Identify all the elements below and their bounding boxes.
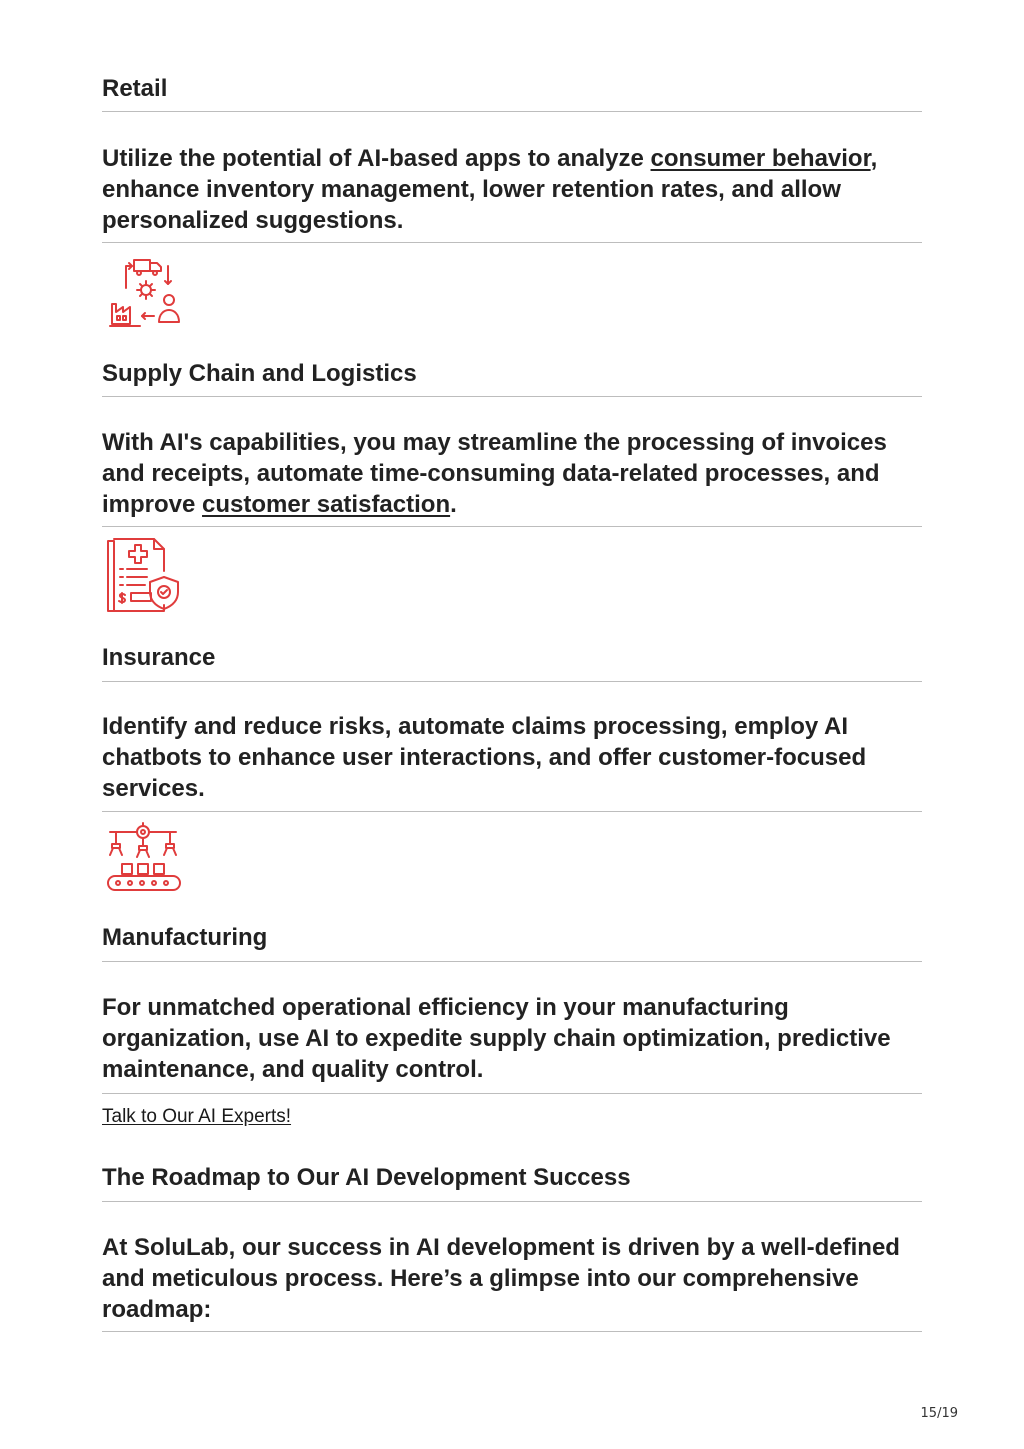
section-body-retail [102,143,922,236]
talk-to-experts-link[interactable]: Talk to Our AI Experts! [102,1106,292,1127]
divider [102,681,922,682]
section-body-insurance [102,711,922,804]
section-body-manufacturing [102,992,922,1085]
customer-satisfaction-link[interactable]: customer satisfaction [202,491,451,518]
section-heading-insurance: Insurance [102,644,216,671]
section-heading-supply-chain: Supply Chain and Logistics [102,360,417,387]
roadmap-heading: The Roadmap to Our AI Development Success [102,1164,631,1191]
manufacturing-robot-arm-icon [102,818,186,902]
divider [102,811,922,812]
section-heading-retail: Retail [102,75,168,102]
divider [102,396,922,397]
body-text: Identify and reduce risks, automate claims processing, employ AI chatbots to enhance user interactions, and offer customer-focused services. [102,713,867,802]
body-text: , enhance inventory management, lower retention rates, and allow personalized suggestions. [102,145,878,234]
divider [102,111,922,112]
body-text: With AI's capabilities, you may streamline the processing of invoices and receipts, automate time-consuming data-related processes, and improve [102,429,887,518]
body-text: Utilize the potential of AI-based apps to analyze [102,145,651,172]
divider [102,1331,922,1332]
section-body-supply-chain [102,427,922,520]
supply-chain-icon [102,252,186,336]
insurance-document-icon [102,535,186,619]
page-number: 15/19 [920,1406,958,1421]
consumer-behavior-link[interactable]: consumer behavior [650,145,871,172]
divider [102,1201,922,1202]
divider [102,242,922,243]
roadmap-body: At SoluLab, our success in AI development is driven by a well-defined and meticulous process. Here’s a glimpse into our comprehensive roadmap: [102,1234,900,1323]
divider [102,1093,922,1094]
body-text: For unmatched operational efficiency in your manufacturing organization, use AI to expedite supply chain optimization, predictive maintenance, and quality control. [102,994,891,1083]
section-heading-manufacturing: Manufacturing [102,924,268,951]
body-text: . [450,491,457,518]
divider [102,526,922,527]
divider [102,961,922,962]
